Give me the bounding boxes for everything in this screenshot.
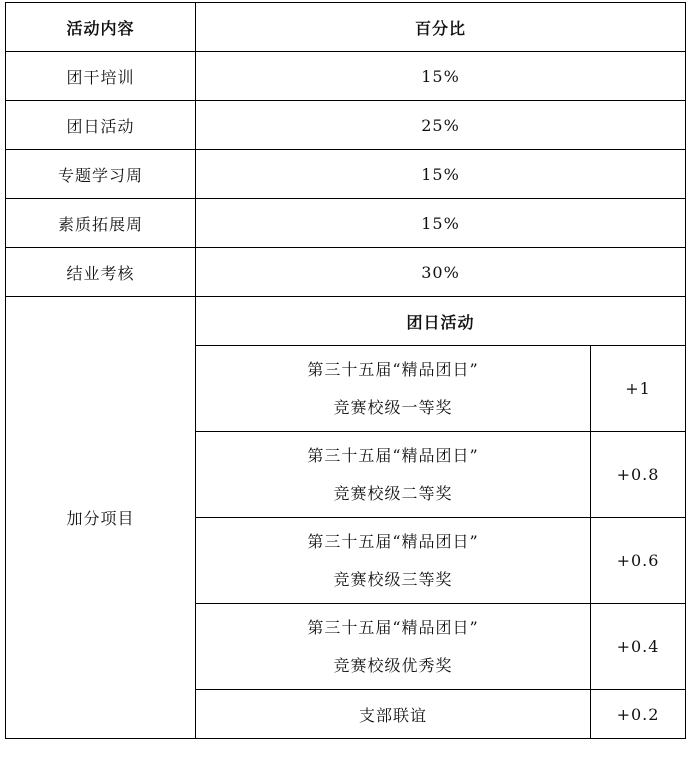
table-row xyxy=(6,248,686,297)
bonus-subheader-row xyxy=(6,297,686,346)
bonus-item-line2: 竞赛校级三等奖 xyxy=(333,569,453,589)
bonus-item: 支部联谊 xyxy=(196,690,591,739)
row-item: 素质拓展周 xyxy=(6,199,196,248)
bonus-points: +0.2 xyxy=(591,690,686,739)
row-item: 结业考核 xyxy=(6,248,196,297)
header-activity: 活动内容 xyxy=(6,3,196,52)
bonus-item-line2: 竞赛校级二等奖 xyxy=(333,483,453,503)
table-row xyxy=(6,52,686,101)
header-percentage: 百分比 xyxy=(196,3,686,52)
bonus-item xyxy=(196,604,591,690)
row-value: 15% xyxy=(196,52,686,101)
row-value: 25% xyxy=(196,101,686,150)
bonus-points: +0.6 xyxy=(591,518,686,604)
bonus-points: +0.8 xyxy=(591,432,686,518)
bonus-points: +0.4 xyxy=(591,604,686,690)
row-value: 15% xyxy=(196,199,686,248)
scoring-table xyxy=(5,2,686,739)
row-item: 团日活动 xyxy=(6,101,196,150)
row-item: 团干培训 xyxy=(6,52,196,101)
header-row xyxy=(6,3,686,52)
row-item: 专题学习周 xyxy=(6,150,196,199)
table-row xyxy=(6,199,686,248)
bonus-item-line1: 第三十五届“精品团日” xyxy=(307,617,479,637)
bonus-item xyxy=(196,432,591,518)
table-row xyxy=(6,150,686,199)
bonus-item-line2: 竞赛校级一等奖 xyxy=(333,397,453,417)
bonus-item-line1: 第三十五届“精品团日” xyxy=(307,445,479,465)
bonus-item xyxy=(196,518,591,604)
bonus-item-line1: 第三十五届“精品团日” xyxy=(307,359,479,379)
bonus-item-line2: 竞赛校级优秀奖 xyxy=(333,655,453,675)
bonus-points: +1 xyxy=(591,346,686,432)
row-value: 15% xyxy=(196,150,686,199)
bonus-subheader: 团日活动 xyxy=(196,297,686,346)
bonus-label: 加分项目 xyxy=(6,297,196,739)
table-row xyxy=(6,101,686,150)
row-value: 30% xyxy=(196,248,686,297)
bonus-item xyxy=(196,346,591,432)
bonus-item-line1: 第三十五届“精品团日” xyxy=(307,531,479,551)
